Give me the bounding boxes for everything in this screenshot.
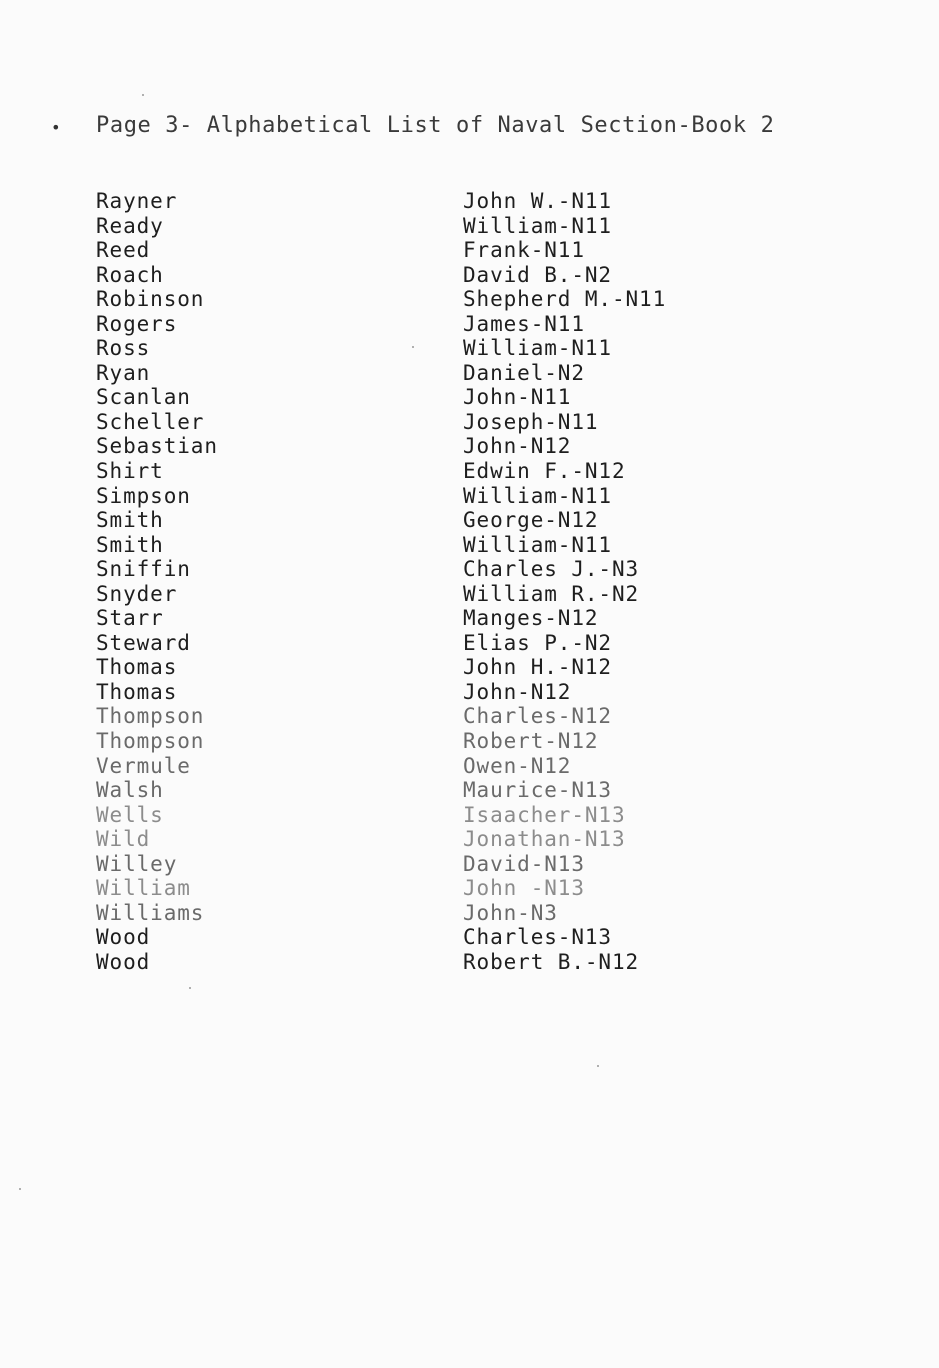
surname: Wild [96,827,151,852]
list-item [96,214,796,239]
surname: Shirt [96,459,164,484]
given-name: William-N11 [463,483,612,508]
given-name: Isaacher-N13 [463,802,626,827]
list-item [96,336,796,361]
list-item [96,263,796,288]
list-item [96,950,796,975]
given-name: Jonathan-N13 [463,827,626,852]
list-item [96,287,796,312]
given-name: John-N11 [463,385,572,410]
given-name: Charles-N13 [463,925,612,950]
surname: Willey [96,851,178,876]
surname: Ready [96,213,164,238]
list-item [96,901,796,926]
given-name: James-N11 [463,311,585,336]
surname: Thomas [96,679,178,704]
surname: Thomas [96,655,178,680]
list-item [96,459,796,484]
list-item [96,361,796,386]
surname: Sebastian [96,434,218,459]
surname: Starr [96,606,164,631]
given-name: Manges-N12 [463,606,599,631]
given-name: Robert B.-N12 [463,949,640,974]
given-name: William-N11 [463,336,612,361]
given-name: Charles J.-N3 [463,557,640,582]
given-name: Elias P.-N2 [463,630,612,655]
given-name: Maurice-N13 [463,778,612,803]
list-item [96,557,796,582]
name-list [96,189,796,975]
page-title: Page 3- Alphabetical List of Naval Section-Book 2 [96,113,775,138]
surname: Ryan [96,360,151,385]
given-name: John-N12 [463,679,572,704]
given-name: Shepherd M.-N11 [463,287,667,312]
surname: Steward [96,630,191,655]
surname: Thompson [96,704,205,729]
list-item [96,410,796,435]
given-name: Frank-N11 [463,238,585,263]
given-name: Joseph-N11 [463,409,599,434]
list-item [96,803,796,828]
given-name: John-N3 [463,900,558,925]
list-item [96,704,796,729]
surname: Williams [96,900,205,925]
surname: Snyder [96,581,178,606]
surname: Vermule [96,753,191,778]
given-name: John-N12 [463,434,572,459]
given-name: William-N11 [463,213,612,238]
surname: Walsh [96,778,164,803]
surname: Smith [96,532,164,557]
given-name: John W.-N11 [463,189,612,213]
surname: Wood [96,925,151,950]
surname: Reed [96,238,151,263]
list-item [96,925,796,950]
given-name: George-N12 [463,508,599,533]
list-item [96,631,796,656]
surname: Rogers [96,311,178,336]
given-name: Daniel-N2 [463,360,585,385]
list-item [96,434,796,459]
list-item [96,508,796,533]
list-item [96,582,796,607]
list-item [96,312,796,337]
scan-speck [142,94,144,96]
given-name: John -N13 [463,876,585,901]
given-name: Owen-N12 [463,753,572,778]
list-item [96,827,796,852]
scan-speck [19,1188,21,1190]
list-item [96,754,796,779]
surname: Rayner [96,189,178,213]
list-item [96,852,796,877]
given-name: David-N13 [463,851,585,876]
list-item [96,385,796,410]
scan-speck [597,1065,599,1067]
surname: Roach [96,262,164,287]
list-item [96,729,796,754]
given-name: Edwin F.-N12 [463,459,626,484]
surname: Wood [96,949,151,974]
surname: Ross [96,336,151,361]
surname: Simpson [96,483,191,508]
list-item [96,533,796,558]
bullet-mark: • [51,118,61,137]
surname: William [96,876,191,901]
given-name: Charles-N12 [463,704,612,729]
surname: Robinson [96,287,205,312]
given-name: John H.-N12 [463,655,612,680]
list-item [96,876,796,901]
scan-speck [189,987,191,989]
list-item [96,778,796,803]
list-item [96,238,796,263]
given-name: David B.-N2 [463,262,612,287]
list-item [96,655,796,680]
given-name: William-N11 [463,532,612,557]
surname: Scheller [96,409,205,434]
surname: Smith [96,508,164,533]
surname: Scanlan [96,385,191,410]
given-name: William R.-N2 [463,581,640,606]
surname: Wells [96,802,164,827]
list-item [96,680,796,705]
scan-speck [412,346,414,348]
list-item [96,484,796,509]
list-item [96,189,796,214]
surname: Thompson [96,729,205,754]
list-item [96,606,796,631]
given-name: Robert-N12 [463,729,599,754]
surname: Sniffin [96,557,191,582]
